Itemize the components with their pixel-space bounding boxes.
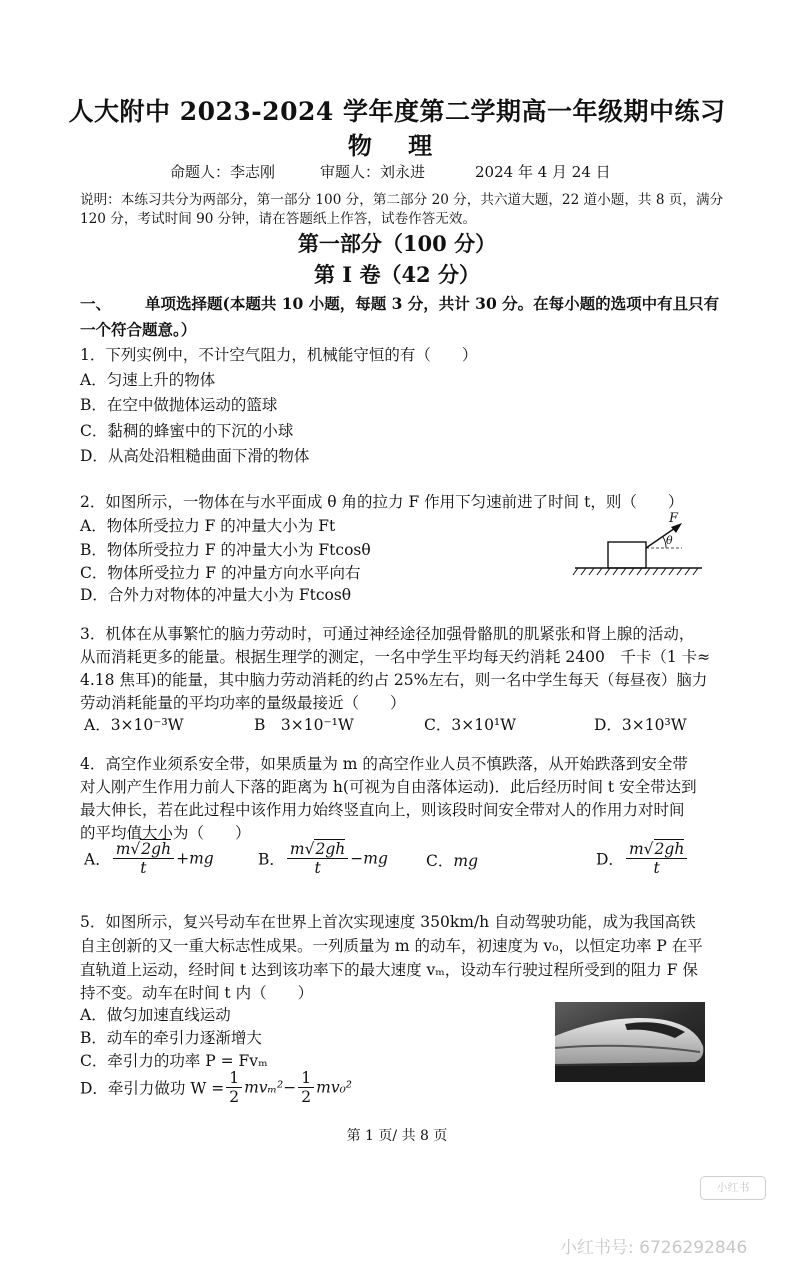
q5-d-minus: − <box>283 1078 297 1097</box>
reviewer: 审题人：刘永进 <box>320 163 426 181</box>
q4-line-3: 最大伸长，若在此过程中该作用力始终竖直向上，则该段时间安全带对人的作用力对时间 <box>80 801 685 819</box>
q5-d-term-2: mv₀² <box>316 1078 353 1097</box>
q1-stem: 1．下列实例中，不计空气阻力，机械能守恒的有（ ） <box>80 346 478 364</box>
part-one-title: 第一部分（100 分） <box>297 231 497 256</box>
q4-a-fraction: $\frac{m√2gh}{t}$ <box>113 840 174 877</box>
q2-stem: 2．如图所示，一物体在与水平面成 θ 角的拉力 F 作用下匀速前进了时间 t，则（ ） <box>80 493 684 511</box>
block <box>608 542 646 568</box>
watermark-logo: 小红书 <box>700 1176 766 1200</box>
q5-d-half-2: $\frac{1}{2}$ <box>298 1069 314 1106</box>
q2-option-a: A．物体所受拉力 F 的冲量大小为 Ft <box>80 517 336 535</box>
section-heading-line-1: 单项选择题(本题共 10 小题，每题 3 分，共计 30 分。在每小题的选项中有且只有 <box>145 294 720 313</box>
q4-b-tail: −mg <box>350 849 388 868</box>
q4-a-tail: +mg <box>176 849 214 868</box>
q5-option-d <box>80 1069 352 1106</box>
q3-option-d: D．3×10³W <box>594 716 687 734</box>
q4-d-fraction: $\frac{m√2gh}{t}$ <box>626 840 687 877</box>
q5-option-a: A．做匀加速直线运动 <box>80 1006 231 1024</box>
q2-option-b: B．物体所受拉力 F 的冲量大小为 Ftcosθ <box>80 541 371 559</box>
q4-line-4: 的平均值大小为（ ） <box>80 824 251 842</box>
q4-option-a <box>84 840 214 877</box>
q3-option-a: A．3×10⁻³W <box>84 716 184 734</box>
q3-line-1: 3．机体在从事繁忙的脑力劳动时，可通过神经途径加强骨骼肌的肌紧张和肾上腺的活动， <box>80 625 695 643</box>
q5-d-term-1: mvₘ² <box>244 1078 284 1097</box>
q3-line-4: 劳动消耗能量的平均功率的量级最接近（ ） <box>80 694 406 712</box>
q2-option-c: C．物体所受拉力 F 的冲量方向水平向右 <box>80 564 361 582</box>
section-number: 一、 <box>80 294 112 313</box>
q5-d-prefix: D．牵引力做功 W = <box>80 1079 225 1098</box>
q2-force-diagram <box>570 510 710 582</box>
q1-option-c: C．黏稠的蜂蜜中的下沉的小球 <box>80 422 294 440</box>
q4-option-d <box>596 840 689 877</box>
q1-option-d: D．从高处沿粗糙曲面下滑的物体 <box>80 447 310 465</box>
q4-d-label: D． <box>596 850 624 869</box>
q4-option-c <box>426 849 478 871</box>
ground-hatching <box>573 568 698 575</box>
track-shadow <box>555 1066 705 1082</box>
q4-c-text: mg <box>453 852 478 870</box>
q5-line-1: 5．如图所示，复兴号动车在世界上首次实现速度 350km/h 自动驾驶功能，成为我国高铁 <box>80 913 696 931</box>
exam-date: 2024 年 4 月 24 日 <box>475 163 611 181</box>
q5-line-3: 直轨道上运动，经时间 t 达到该功率下的最大速度 vₘ，设动车行驶过程所受到的阻力 F 保 <box>80 961 698 979</box>
bullet-train-photo <box>555 1002 705 1082</box>
section-heading-line-2: 一个符合题意。） <box>80 320 197 339</box>
page-title: 人大附中 2023-2024 学年度第二学期高一年级期中练习 <box>68 97 726 126</box>
q3-line-3: 4.18 焦耳)的能量，其中脑力劳动消耗的约占 25%左右，则一名中学生每天（每昼夜）脑力 <box>80 671 708 689</box>
q4-b-fraction: $\frac{m√2gh}{t}$ <box>287 840 348 877</box>
q4-c-label: C． <box>426 852 454 870</box>
q4-line-1: 4．高空作业须系安全带，如果质量为 m 的高空作业人员不慎跌落，从开始跌落到安全带 <box>80 755 688 773</box>
q3-option-c: C．3×10¹W <box>424 716 517 734</box>
page-number: 第 1 页/ 共 8 页 <box>346 1128 448 1144</box>
q5-option-b: B．动车的牵引力逐渐增大 <box>80 1029 262 1047</box>
q5-line-2: 自主创新的又一重大标志性成果。一列质量为 m 的动车，初速度为 v₀，以恒定功率 P 在平 <box>80 937 703 955</box>
theta-label: θ <box>666 534 673 547</box>
q3-option-b: B 3×10⁻¹W <box>254 716 354 734</box>
q4-b-label: B． <box>258 850 285 869</box>
q4-line-2: 对人刚产生作用力前人下落的距离为 h(可视为自由落体运动)．此后经历时间 t 安全带达到 <box>80 778 697 796</box>
instructions-line-2: 120 分，考试时间 90 分钟，请在答题纸上作答，试卷作答无效。 <box>80 211 477 227</box>
q2-option-d: D．合外力对物体的冲量大小为 Ftcosθ <box>80 586 352 604</box>
q3-line-2: 从而消耗更多的能量。根据生理学的测定，一名中学生平均每天约消耗 2400 千卡（1 卡≈ <box>80 648 711 666</box>
subject-title: 物 理 <box>347 131 447 160</box>
q1-option-a: A．匀速上升的物体 <box>80 371 216 389</box>
instructions-line-1: 说明：本练习共分为两部分，第一部分 100 分，第二部分 20 分，共六道大题，22 道小题，共 8 页，满分 <box>80 192 724 208</box>
force-label: F <box>669 511 679 526</box>
watermark-id: 小红书号: 6726292846 <box>560 1238 748 1258</box>
q5-option-c: C．牵引力的功率 P = Fvₘ <box>80 1052 268 1070</box>
q5-d-half-1: $\frac{1}{2}$ <box>226 1069 242 1106</box>
volume-title: 第 I 卷（42 分） <box>314 262 480 287</box>
q4-option-b <box>258 840 388 877</box>
q4-a-label: A． <box>84 850 111 869</box>
q5-line-4: 持不变。动车在时间 t 内（ ） <box>80 984 314 1002</box>
setter: 命题人：李志刚 <box>170 163 276 181</box>
q1-option-b: B．在空中做抛体运动的篮球 <box>80 396 278 414</box>
